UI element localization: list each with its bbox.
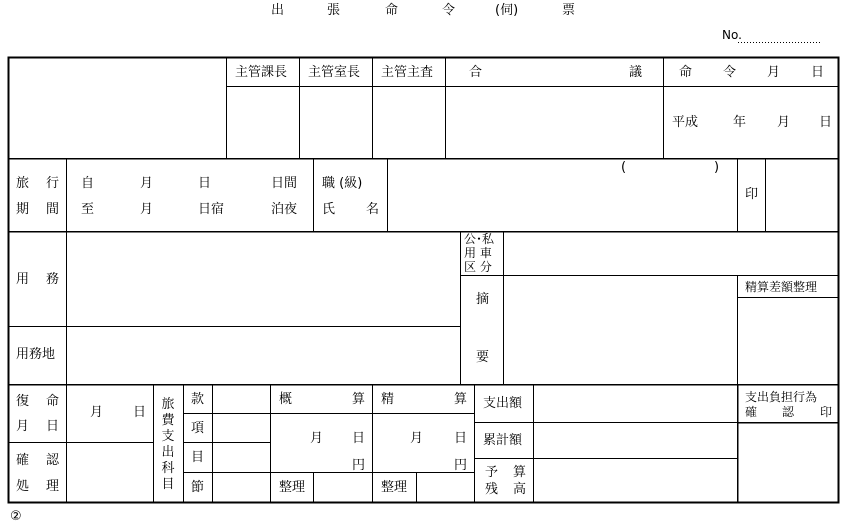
era-year-label: 年 (733, 115, 747, 130)
period-label-2: 間 (46, 202, 60, 217)
order-char-3: 月 (767, 65, 781, 80)
title-char-4: 令 (442, 3, 456, 18)
title-char-5: (伺) (495, 3, 519, 18)
nights-label: 泊夜 (271, 202, 298, 217)
to-month-label: 月 (140, 202, 154, 217)
estimate-month-label: 月 (310, 431, 324, 446)
era-month-label: 月 (777, 115, 791, 130)
to-day-label: 日宿 (198, 202, 225, 217)
commitment-label: 支出負担行為 (745, 390, 818, 404)
settle-label-2: 算 (454, 392, 468, 407)
budget-label-2: 算 (513, 465, 527, 480)
item-kou: 項 (191, 421, 205, 436)
remaining-label-1: 残 (485, 482, 499, 497)
from-label: 自 (81, 176, 95, 191)
estimate-label-2: 算 (352, 392, 366, 407)
paren-close: ) (714, 160, 720, 175)
estimate-day-label: 日 (352, 431, 366, 446)
settle-month-label: 月 (410, 431, 424, 446)
chief-examiner-label: 主管主査 (381, 65, 434, 80)
office-chief-label: 主管室長 (308, 65, 361, 80)
item-kan: 款 (191, 392, 205, 407)
settle-adjust-label: 整理 (381, 480, 408, 495)
name-label-2: 名 (366, 202, 380, 217)
return-label-1: 復 (16, 394, 30, 409)
paren-open: ( (621, 160, 627, 175)
title-char-1: 出 (271, 3, 285, 18)
title-char-3: 命 (385, 3, 399, 18)
purpose-label-2: 務 (46, 272, 60, 287)
item-moku: 目 (191, 450, 205, 465)
era-day-label: 日 (819, 115, 833, 130)
vehicle-label-3: 区 分 (464, 260, 492, 274)
return-day-label: 日 (133, 405, 147, 420)
return-label-2: 命 (46, 394, 60, 409)
budget-label-1: 予 (485, 465, 499, 480)
title-char-6: 票 (562, 3, 576, 18)
section-chief-label: 主管課長 (235, 65, 288, 80)
from-month-label: 月 (140, 176, 154, 191)
seal-label: 印 (745, 187, 759, 202)
confirm-label-2: 認 (46, 453, 60, 468)
return-date-label-2: 日 (46, 419, 60, 434)
travel-label-1: 旅 (16, 176, 30, 191)
settle-yen-label: 円 (454, 458, 468, 473)
process-label-2: 理 (46, 479, 60, 494)
order-char-1: 命 (679, 65, 693, 80)
to-label: 至 (81, 202, 95, 217)
council-label-a: 合 (469, 65, 483, 80)
title-char-2: 張 (327, 3, 341, 18)
confirm-seal-2: 認 (782, 405, 795, 419)
purpose-label-1: 用 (16, 272, 30, 287)
summary-label-bottom: 要 (476, 350, 490, 365)
confirm-seal-3: 印 (820, 405, 833, 419)
confirm-seal-1: 確 (745, 405, 758, 419)
confirm-label-1: 確 (16, 453, 30, 468)
days-label: 日間 (271, 176, 298, 191)
settlement-diff-label: 精算差額整理 (745, 280, 818, 294)
era-label: 平成 (672, 115, 699, 130)
travel-label-2: 行 (46, 176, 60, 191)
process-label-1: 処 (16, 479, 30, 494)
vehicle-label-2: 用 車 (464, 246, 492, 260)
expenditure-label: 支出額 (483, 396, 523, 411)
name-label-1: 氏 (322, 202, 336, 217)
order-char-4: 日 (811, 65, 825, 80)
summary-label-top: 摘 (476, 292, 490, 307)
expense-account-label: 旅費支出科目 (161, 397, 175, 492)
order-char-2: 令 (723, 65, 737, 80)
settle-day-label: 日 (454, 431, 468, 446)
place-label: 用務地 (16, 347, 56, 362)
period-label-1: 期 (16, 202, 30, 217)
return-month-label: 月 (90, 405, 104, 420)
remaining-label-2: 高 (513, 482, 527, 497)
settle-label-1: 精 (381, 392, 395, 407)
item-setsu: 節 (191, 480, 205, 495)
form-number-label: No. (722, 28, 742, 42)
council-label-b: 議 (629, 65, 643, 80)
from-day-label: 日 (198, 176, 212, 191)
form-variant-mark: ② (10, 509, 22, 524)
estimate-yen-label: 円 (352, 458, 366, 473)
return-date-label-1: 月 (16, 419, 30, 434)
estimate-adjust-label: 整理 (279, 480, 306, 495)
cumulative-label: 累計額 (483, 433, 523, 448)
vehicle-label-1: 公･私 (464, 232, 495, 246)
estimate-label-1: 概 (279, 392, 293, 407)
rank-label: 職 (級) (322, 176, 363, 191)
